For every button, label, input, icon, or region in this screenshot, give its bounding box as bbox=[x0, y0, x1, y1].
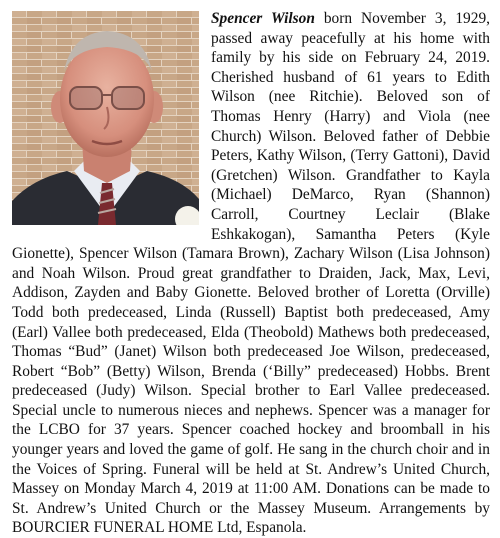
portrait-photo bbox=[12, 11, 199, 225]
portrait-image bbox=[12, 11, 199, 225]
deceased-name: Spencer Wilson bbox=[211, 10, 315, 27]
obituary-body: born November 3, 1929, passed away peacefully at his home with family by his side on February 24, 2019. Cherished husband of 61 years to Edith Wilson (nee Ritchie). Beloved son of Thomas Henry (Harry) and Viola (nee Church) Wilson. Beloved father of Debbie Peters, Kathy Wilson, (Terry Gattoni), David (Gretchen) Wilson. Grandfather to Kayla (Michael) DeMarco, Ryan (Shannon) Carroll, Courtney Leclair (Blake Eshkakogan), Samantha Peters (Kyle Gionette), Spencer Wilson (Tamara Brown), Zachary Wilson (Lisa Johnson) and Noah Wilson. Proud great grandfather to Draiden, Jack, Max, Levi, Addison, Zayden and Baby Gionette. Beloved brother of Loretta (Orville) Todd both predeceased, Linda (Russell) Baptist both predeceased, Amy (Earl) Vallee both predeceased, Elda (Theobold) Mathews both predeceased, Thomas “Bud” (Janet) Wilson both predeceased Joe Wilson, predeceased, Robert “Bob” (Betty) Wilson, Brenda (‘Billy” predeceased) Hobbs. Brent predeceased (Judy) Wilson. Special brother to Earl Vallee predeceased. Special uncle to numerous nieces and nephews. Spencer was a manager for the LCBO for 37 years. Spencer coached hockey and broomball in his younger years and loved the game of golf. He sang in the church choir and in the Voices of Spring. Funeral will be held at St. Andrew’s United Church, Massey on Monday March 4, 2019 at 11:00 AM. Donations can be made to St. Andrew’s United Church or the Massey Museum. Arrangements by BOURCIER FUNERAL HOME Ltd, Espanola. bbox=[12, 10, 490, 537]
